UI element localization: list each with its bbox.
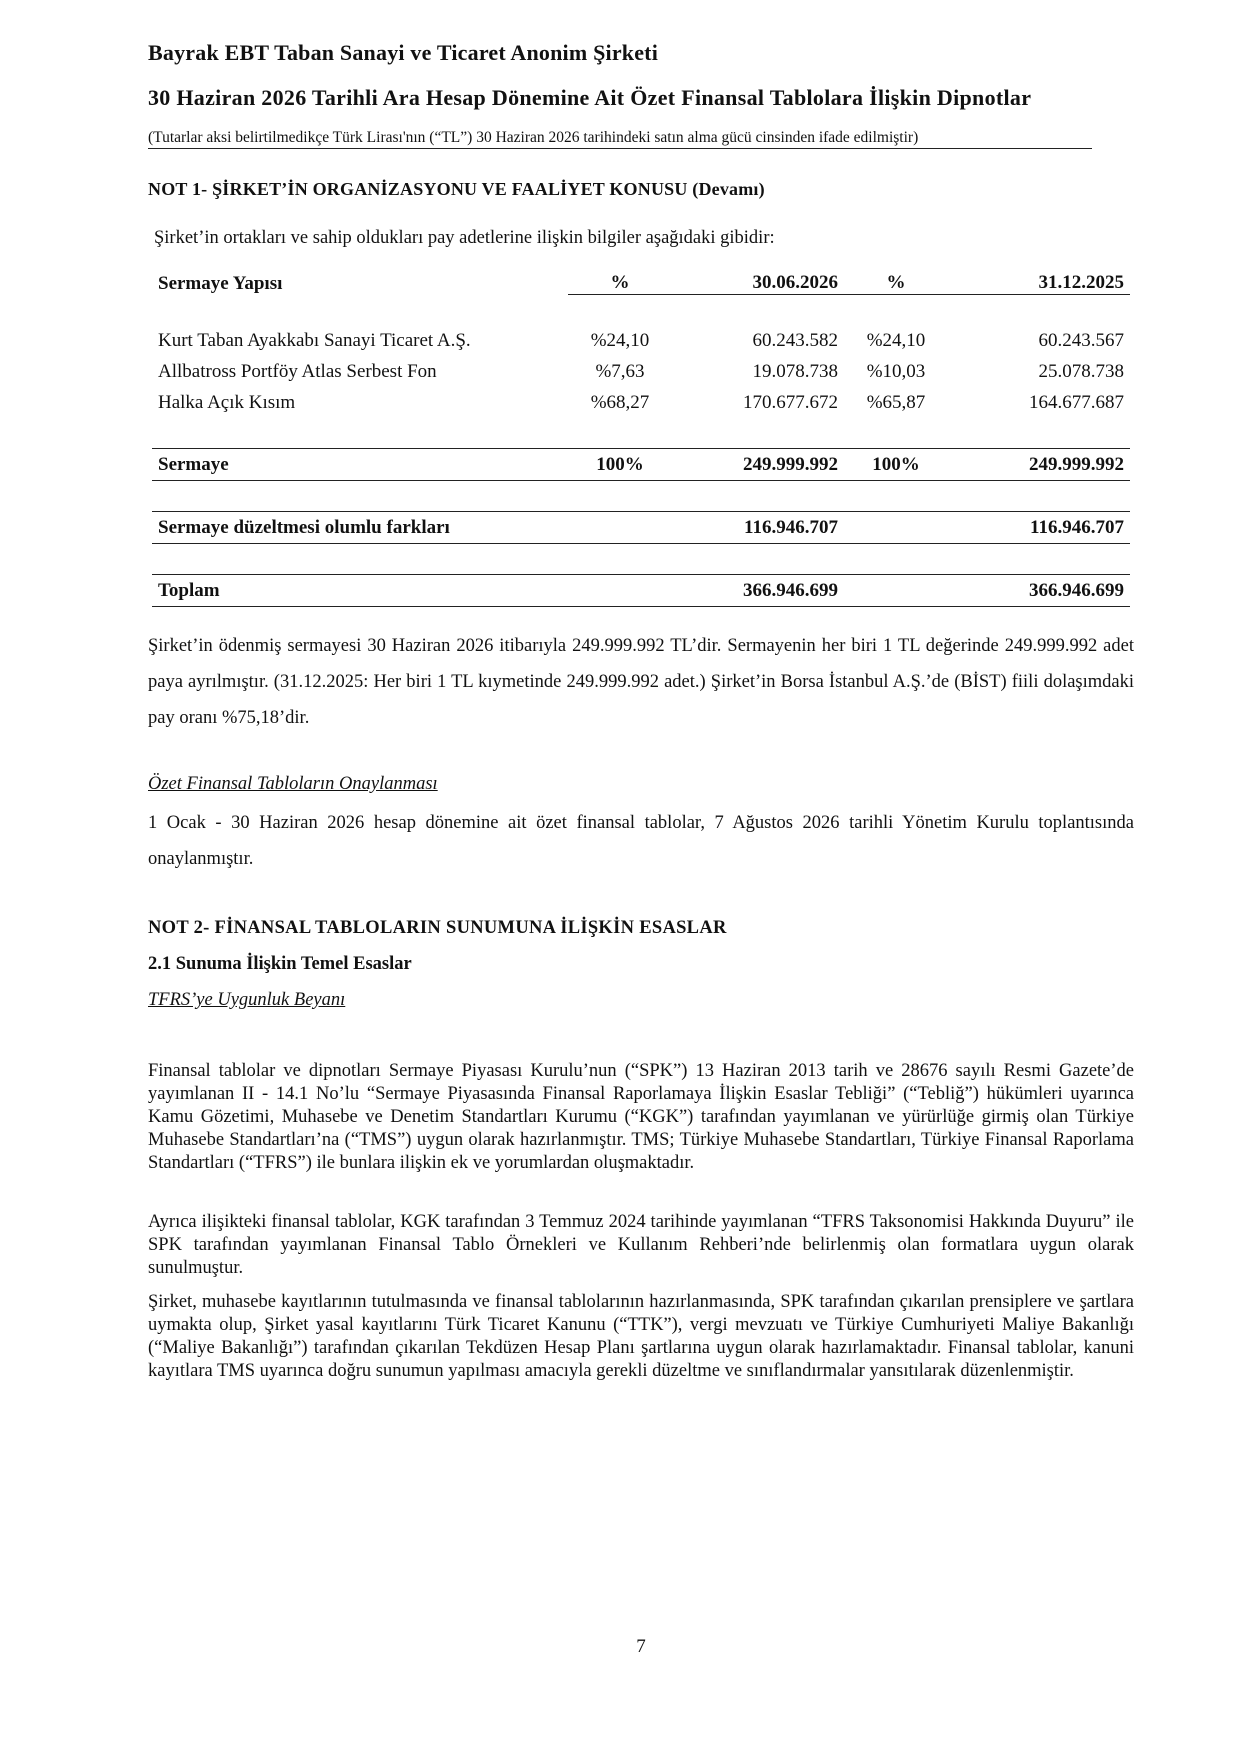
sermaye-row	[152, 449, 1130, 481]
note1-intro: Şirket’in ortakları ve sahip oldukları pay adetlerine ilişkin bilgiler aşağıdaki gibidir:	[154, 228, 775, 248]
table-cell: Allbatross Portföy Atlas Serbest Fon	[158, 360, 437, 382]
table-cell: 19.078.738	[752, 360, 838, 382]
table-row	[152, 387, 1130, 418]
header-cell: %	[844, 262, 948, 295]
table-cell	[844, 512, 948, 544]
table-cell: 60.243.582	[752, 329, 838, 351]
table-cell: 249.999.992	[672, 449, 844, 481]
table-cell: 366.946.699	[672, 575, 844, 607]
duzeltme-row	[152, 512, 1130, 544]
table-cell: %65,87	[866, 391, 926, 413]
table-cell: 366.946.699	[948, 575, 1130, 607]
capital-structure-table	[152, 262, 1130, 607]
note1-heading: NOT 1- ŞİRKET’İN ORGANİZASYONU VE FAALİYET KONUSU (Devamı)	[148, 179, 765, 199]
table-cell	[568, 512, 672, 544]
table-cell: Sermaye	[152, 449, 568, 481]
table-cell: 249.999.992	[948, 449, 1130, 481]
table-cell: %68,27	[590, 391, 650, 413]
table-header-row	[152, 262, 1130, 295]
compliance-paragraph-3: Şirket, muhasebe kayıtlarının tutulmasında ve finansal tablolarının hazırlanmasında, SPK tarafından çıkarılan prensiplere ve şartlara uymakta olup, Şirket yasal kayıtlarını Türk Ticaret Kanunu (“TTK”), vergi mevzuatı ve Türkiye Cumhuriyeti Maliye Bakanlığı (“Maliye Bakanlığı”) tarafından çıkarılan Tekdüzen Hesap Planı şartlarına uygun olarak hazırlamaktadır. Finansal tablolar, kanuni kayıtlara TMS uyarınca doğru sunumun yapılması amacıyla gerekli düzeltme ve sınıflandırmalar yansıtılarak düzenlenmiştir.	[148, 1292, 1134, 1381]
document-subtitle: (Tutarlar aksi belirtilmedikçe Türk Lirası'nın (“TL”) 30 Haziran 2026 tarihindeki satın alma gücü cinsinden ifade edilmiştir)	[148, 129, 1092, 149]
table-cell: 60.243.567	[1038, 329, 1124, 351]
header-cell: 30.06.2026	[672, 262, 844, 295]
approval-paragraph: 1 Ocak - 30 Haziran 2026 hesap dönemine ait özet finansal tablolar, 7 Ağustos 2026 tarihli Yönetim Kurulu toplantısında onaylanmıştır.	[148, 813, 1134, 869]
table-cell: %24,10	[590, 329, 650, 351]
table-cell: 100%	[844, 449, 948, 481]
table-cell	[568, 575, 672, 607]
toplam-row	[152, 575, 1130, 607]
table-cell: %24,10	[866, 329, 926, 351]
table-cell: Sermaye düzeltmesi olumlu farkları	[152, 512, 568, 544]
table-cell: 25.078.738	[1038, 360, 1124, 382]
compliance-paragraph-2: Ayrıca ilişikteki finansal tablolar, KGK tarafından 3 Temmuz 2024 tarihinde yayımlanan “TFRS Taksonomisi Hakkında Duyuru” ile SPK tarafından yayımlanan Finansal Tablo Örnekleri ve Kullanım Rehberi’nde belirlenmiş olan formatlara uygun olarak sunulmuştur.	[148, 1212, 1134, 1278]
document-title: 30 Haziran 2026 Tarihli Ara Hesap Dönemine Ait Özet Finansal Tablolara İlişkin Dipnotlar	[148, 85, 1032, 110]
approval-heading: Özet Finansal Tabloların Onaylanması	[148, 774, 438, 794]
table-cell: 100%	[568, 449, 672, 481]
table-cell: %10,03	[866, 360, 926, 382]
table-cell: 170.677.672	[743, 391, 838, 413]
header-cell: Sermaye Yapısı	[158, 272, 283, 294]
table-cell	[844, 575, 948, 607]
table-cell: Toplam	[152, 575, 568, 607]
header-cell: 31.12.2025	[948, 262, 1130, 295]
table-cell: 116.946.707	[948, 512, 1130, 544]
header-cell: %	[568, 262, 672, 295]
section-2-1-heading: 2.1 Sunuma İlişkin Temel Esaslar	[148, 954, 412, 974]
company-name: Bayrak EBT Taban Sanayi ve Ticaret Anonim Şirketi	[148, 40, 659, 65]
table-cell: 164.677.687	[1029, 391, 1124, 413]
table-cell: 116.946.707	[672, 512, 844, 544]
page-number: 7	[636, 1636, 646, 1657]
compliance-paragraph-1: Finansal tablolar ve dipnotları Sermaye Piyasası Kurulu’nun (“SPK”) 13 Haziran 2013 tarih ve 28676 sayılı Resmi Gazete’de yayımlanan II - 14.1 No’lu “Sermaye Piyasasında Finansal Raporlamaya İlişkin Esaslar Tebliği” (“Tebliğ”) hükümleri uyarınca Kamu Gözetimi, Muhasebe ve Denetim Standartları Kurumu (“KGK”) tarafından yayımlanan ve yürürlüğe girmiş olan Türkiye Muhasebe Standartları’na (“TMS”) uygun olarak hazırlanmıştır. TMS; Türkiye Muhasebe Standartları, Türkiye Finansal Raporlama Standartları (“TFRS”) ile bunlara ilişkin ek ve yorumlardan oluşmaktadır.	[148, 1061, 1134, 1173]
table-cell: %7,63	[595, 360, 645, 382]
note2-heading: NOT 2- FİNANSAL TABLOLARIN SUNUMUNA İLİŞKİN ESASLAR	[148, 918, 727, 938]
table-cell: Kurt Taban Ayakkabı Sanayi Ticaret A.Ş.	[158, 329, 471, 351]
compliance-heading: TFRS’ye Uygunluk Beyanı	[148, 990, 346, 1010]
table-row	[152, 325, 1130, 356]
table-cell: Halka Açık Kısım	[158, 391, 296, 413]
capital-paragraph: Şirket’in ödenmiş sermayesi 30 Haziran 2026 itibarıyla 249.999.992 TL’dir. Sermayenin her biri 1 TL değerinde 249.999.992 adet paya ayrılmıştır. (31.12.2025: Her biri 1 TL kıymetinde 249.999.992 adet.) Şirket’in Borsa İstanbul A.Ş.’de (BİST) fiili dolaşımdaki pay oranı %75,18’dir.	[148, 636, 1134, 728]
table-row	[152, 356, 1130, 387]
